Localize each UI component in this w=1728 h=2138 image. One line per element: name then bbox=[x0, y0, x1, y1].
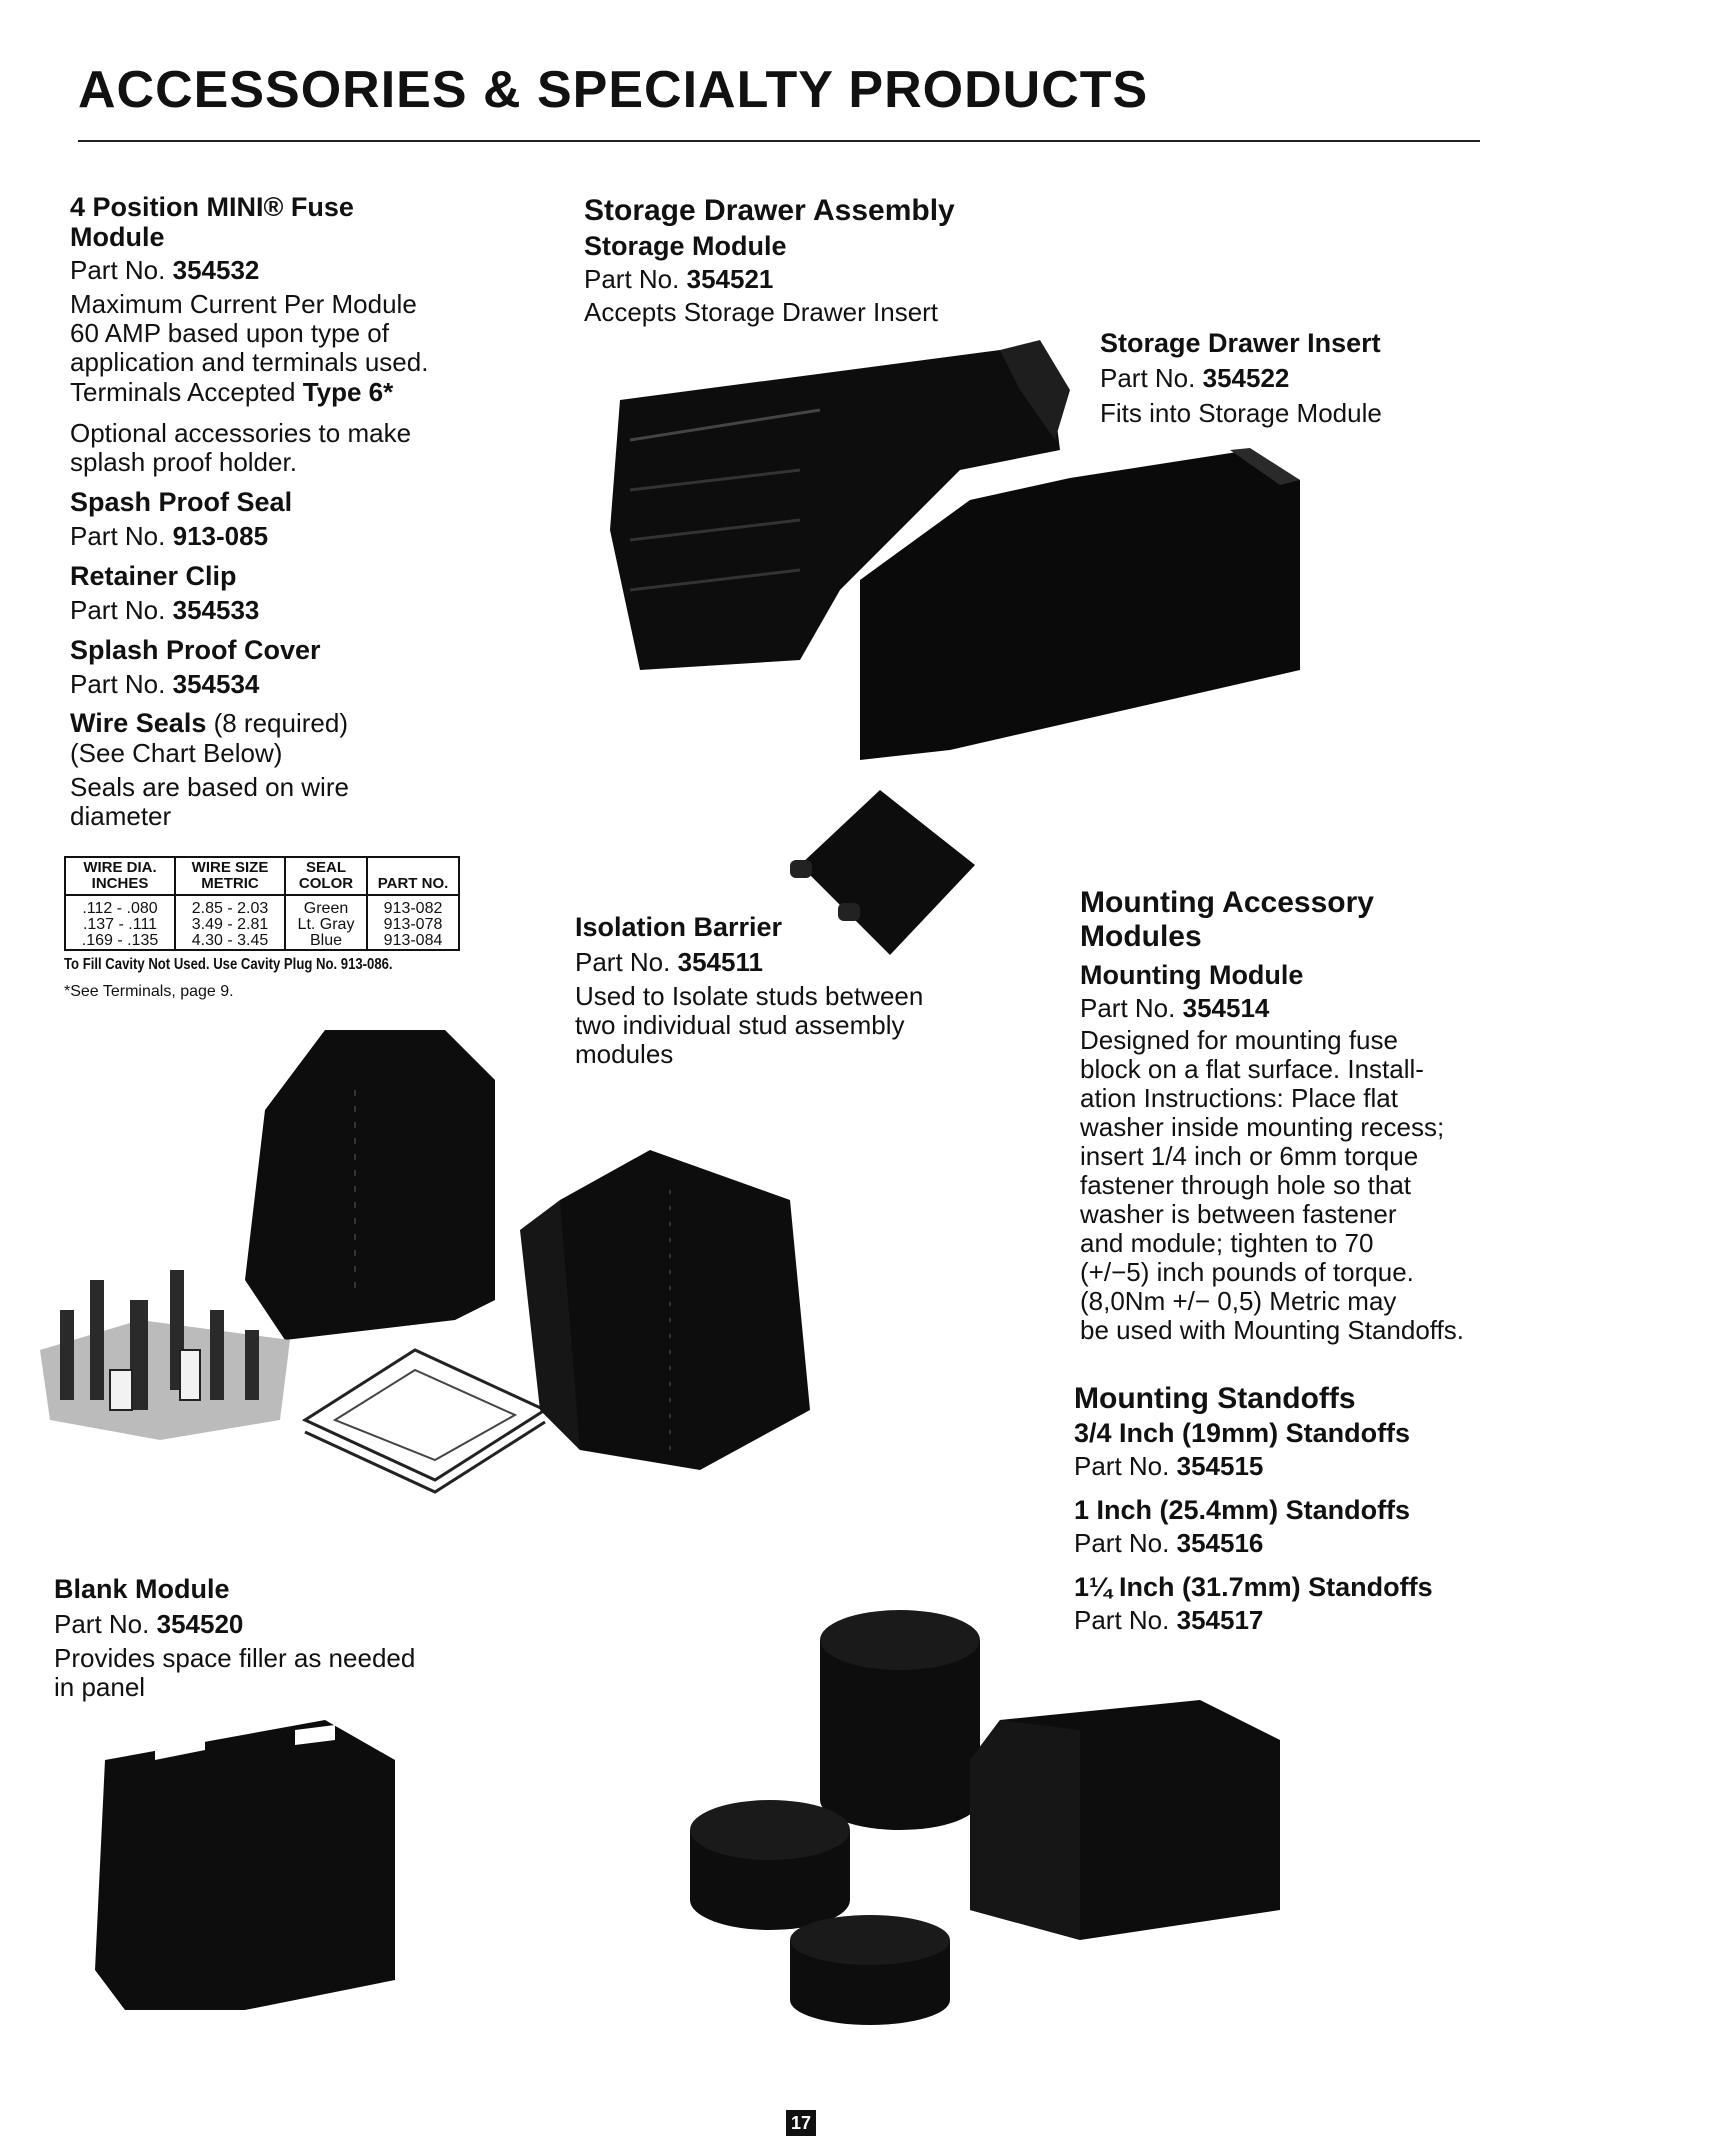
standoff-item: 3/4 Inch (19mm) Standoffs Part No. 354515 bbox=[1074, 1418, 1411, 1481]
blank-desc: Provides space filler as needed in panel bbox=[54, 1643, 416, 1702]
blank-module-image bbox=[95, 1720, 415, 2020]
blank-section bbox=[54, 1574, 474, 1702]
fuse-module-title-1: 4 Position MINI® Fuse bbox=[70, 192, 354, 222]
column-header: PART NO. bbox=[367, 857, 459, 895]
fuse-module-section bbox=[70, 192, 520, 831]
see-terminals-note: *See Terminals, page 9. bbox=[64, 983, 234, 1000]
fuse-terminals-image bbox=[20, 1240, 310, 1450]
fuse-base-module-image bbox=[520, 1150, 820, 1480]
mounting-module-name: Mounting Module bbox=[1080, 960, 1304, 990]
wire-seals-line: Wire Seals (8 required) bbox=[70, 708, 348, 738]
standoff-item: 1¼ Inch (31.7mm) Standoffs Part No. 354517 bbox=[1074, 1572, 1433, 1635]
storage-section bbox=[584, 194, 1044, 327]
blank-part: Part No. 354520 bbox=[54, 1609, 244, 1639]
standoffs-section bbox=[1074, 1382, 1514, 1635]
mounting-desc: Designed for mounting fuse block on a flat surface. Install- ation Instructions: Place flat washer inside mounting recess; insert 1/4 inch or 6mm torque fastener through hole so that washer is between fastener and module; tighten to 70 (+/−5) inch pounds of torque. (8,0Nm +/− 0,5) Metric may be used with Mounting Standoffs. bbox=[1080, 1025, 1464, 1345]
mounting-module-part: Part No. 354514 bbox=[1080, 993, 1270, 1023]
storage-drawer-image bbox=[600, 330, 1300, 770]
cavity-plug-footnote: To Fill Cavity Not Used. Use Cavity Plug No. 913-086. bbox=[64, 956, 393, 973]
page-title: ACCESSORIES & SPECIALTY PRODUCTS bbox=[78, 61, 1149, 119]
isolation-section bbox=[575, 912, 995, 1069]
standoffs-title: Mounting Standoffs bbox=[1074, 1382, 1356, 1415]
fuse-module-title-2: Module bbox=[70, 222, 165, 252]
storage-insert-desc: Fits into Storage Module bbox=[1100, 398, 1382, 428]
standoffs-image bbox=[680, 1610, 1300, 2030]
table-row: .169 - .135 4.30 - 3.45 Blue 913-084 bbox=[65, 933, 459, 950]
isolation-name: Isolation Barrier bbox=[575, 912, 783, 942]
storage-insert-name: Storage Drawer Insert bbox=[1100, 328, 1381, 358]
table-header-row bbox=[65, 857, 459, 895]
splash-seal-image bbox=[295, 1340, 555, 1490]
terminals-accepted: Terminals Accepted Type 6* bbox=[70, 377, 394, 407]
table-row: .112 - .080 2.85 - 2.03 Green 913-082 bbox=[65, 901, 459, 917]
accessory-item: Splash Proof Cover Part No. 354534 bbox=[70, 635, 321, 699]
mounting-title-2: Modules bbox=[1080, 920, 1202, 953]
storage-module-desc: Accepts Storage Drawer Insert bbox=[584, 297, 939, 327]
accessory-item: Retainer Clip Part No. 354533 bbox=[70, 561, 260, 625]
storage-title: Storage Drawer Assembly bbox=[584, 194, 955, 227]
isolation-desc: Used to Isolate studs between two individual stud assembly modules bbox=[575, 981, 924, 1069]
accessory-item: Spash Proof Seal Part No. 913-085 bbox=[70, 487, 293, 551]
storage-module-part: Part No. 354521 bbox=[584, 264, 774, 294]
mounting-section bbox=[1080, 886, 1500, 1345]
title-divider bbox=[78, 140, 1480, 142]
column-header: WIRE DIA. INCHES bbox=[65, 857, 175, 895]
fuse-module-part: Part No. 354532 bbox=[70, 255, 260, 285]
table-row: .137 - .111 3.49 - 2.81 Lt. Gray 913-078 bbox=[65, 917, 459, 933]
seal-table bbox=[64, 856, 460, 951]
storage-insert-part: Part No. 354522 bbox=[1100, 363, 1290, 393]
standoff-item: 1 Inch (25.4mm) Standoffs Part No. 354516 bbox=[1074, 1495, 1411, 1558]
page-number: 17 bbox=[786, 2110, 816, 2136]
storage-module-name: Storage Module bbox=[584, 231, 787, 261]
seals-note: Seals are based on wire diameter bbox=[70, 772, 349, 831]
column-header: SEAL COLOR bbox=[285, 857, 367, 895]
wire-seals-see-chart: (See Chart Below) bbox=[70, 738, 283, 768]
mounting-title-1: Mounting Accessory bbox=[1080, 886, 1374, 919]
wire-seal-chart bbox=[64, 856, 465, 1001]
isolation-part: Part No. 354511 bbox=[575, 947, 763, 977]
fuse-module-desc: Maximum Current Per Module 60 AMP based upon type of application and terminals used. bbox=[70, 289, 429, 377]
blank-name: Blank Module bbox=[54, 1574, 230, 1604]
column-header: WIRE SIZE METRIC bbox=[175, 857, 285, 895]
optional-accessories-note: Optional accessories to make splash proof holder. bbox=[70, 418, 412, 477]
